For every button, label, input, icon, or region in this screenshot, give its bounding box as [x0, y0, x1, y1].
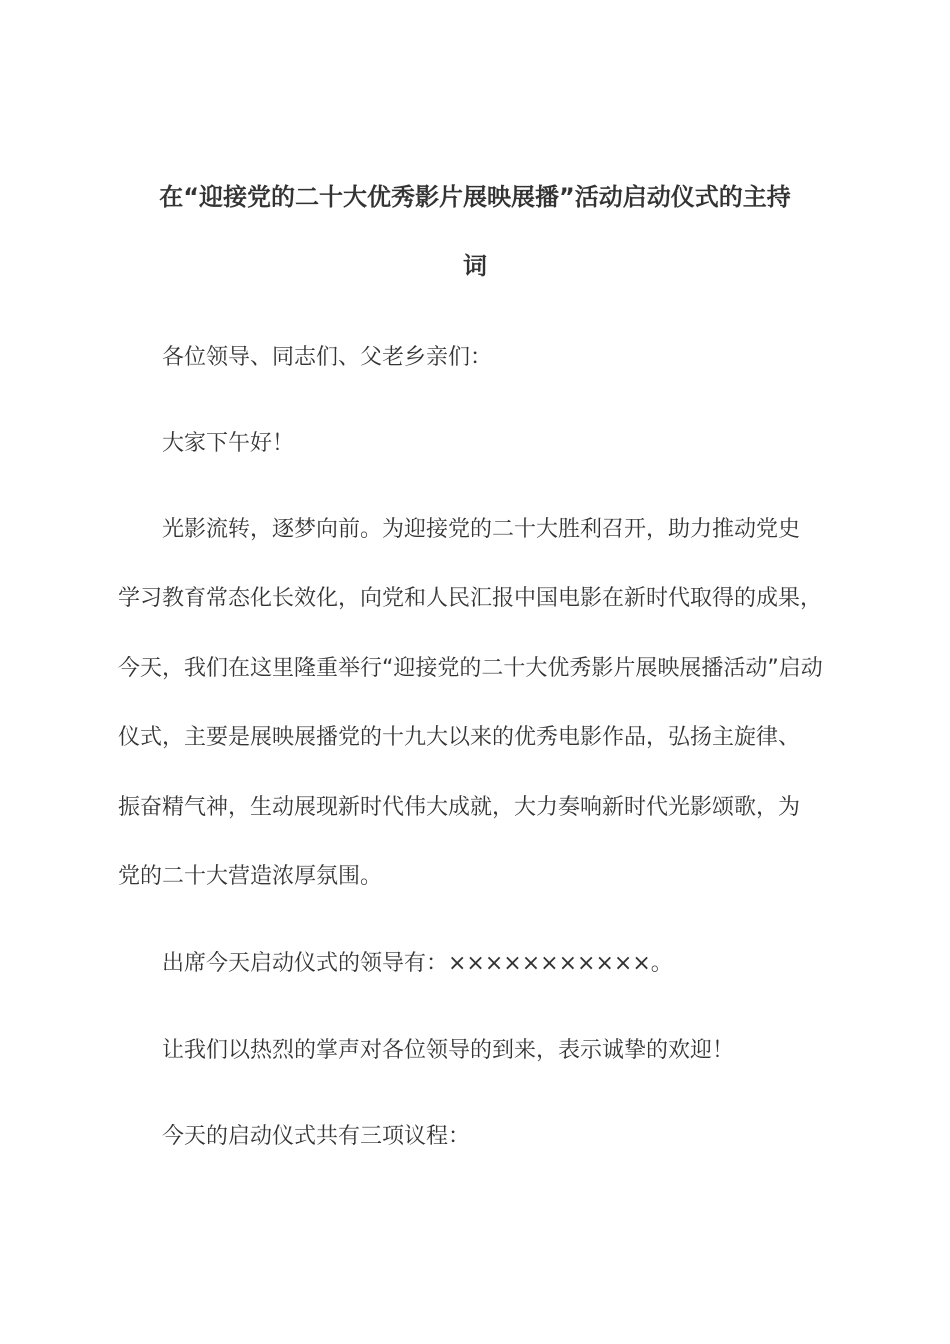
hello-paragraph: 大家下午好！ [162, 431, 295, 456]
greeting-paragraph: 各位领导、同志们、父老乡亲们： [162, 345, 493, 370]
welcome-paragraph: 让我们以热烈的掌声对各位领导的到来，表示诚挚的欢迎！ [162, 1038, 735, 1063]
intro-paragraph-line: 光影流转，逐梦向前。为迎接党的二十大胜利召开，助力推动党史 [162, 517, 801, 542]
intro-paragraph-line: 党的二十大营造浓厚氛围。 [118, 864, 383, 889]
intro-paragraph-line: 今天，我们在这里隆重举行“迎接党的二十大优秀影片展映展播活动”启动 [118, 656, 823, 681]
intro-paragraph-line: 学习教育常态化长效化，向党和人民汇报中国电影在新时代取得的成果， [118, 586, 823, 611]
agenda-paragraph: 今天的启动仪式共有三项议程： [162, 1124, 471, 1149]
intro-paragraph-line: 仪式，主要是展映展播党的十九大以来的优秀电影作品，弘扬主旋律、 [118, 725, 801, 750]
document-title-line-2: 词 [463, 252, 487, 280]
document-title-line-1: 在“迎接党的二十大优秀影片展映展播”活动启动仪式的主持 [159, 183, 791, 211]
intro-paragraph-line: 振奋精气神，生动展现新时代伟大成就，大力奏响新时代光影颂歌，为 [118, 795, 801, 820]
leaders-paragraph: 出席今天启动仪式的领导有：×××××××××××。 [162, 951, 673, 976]
